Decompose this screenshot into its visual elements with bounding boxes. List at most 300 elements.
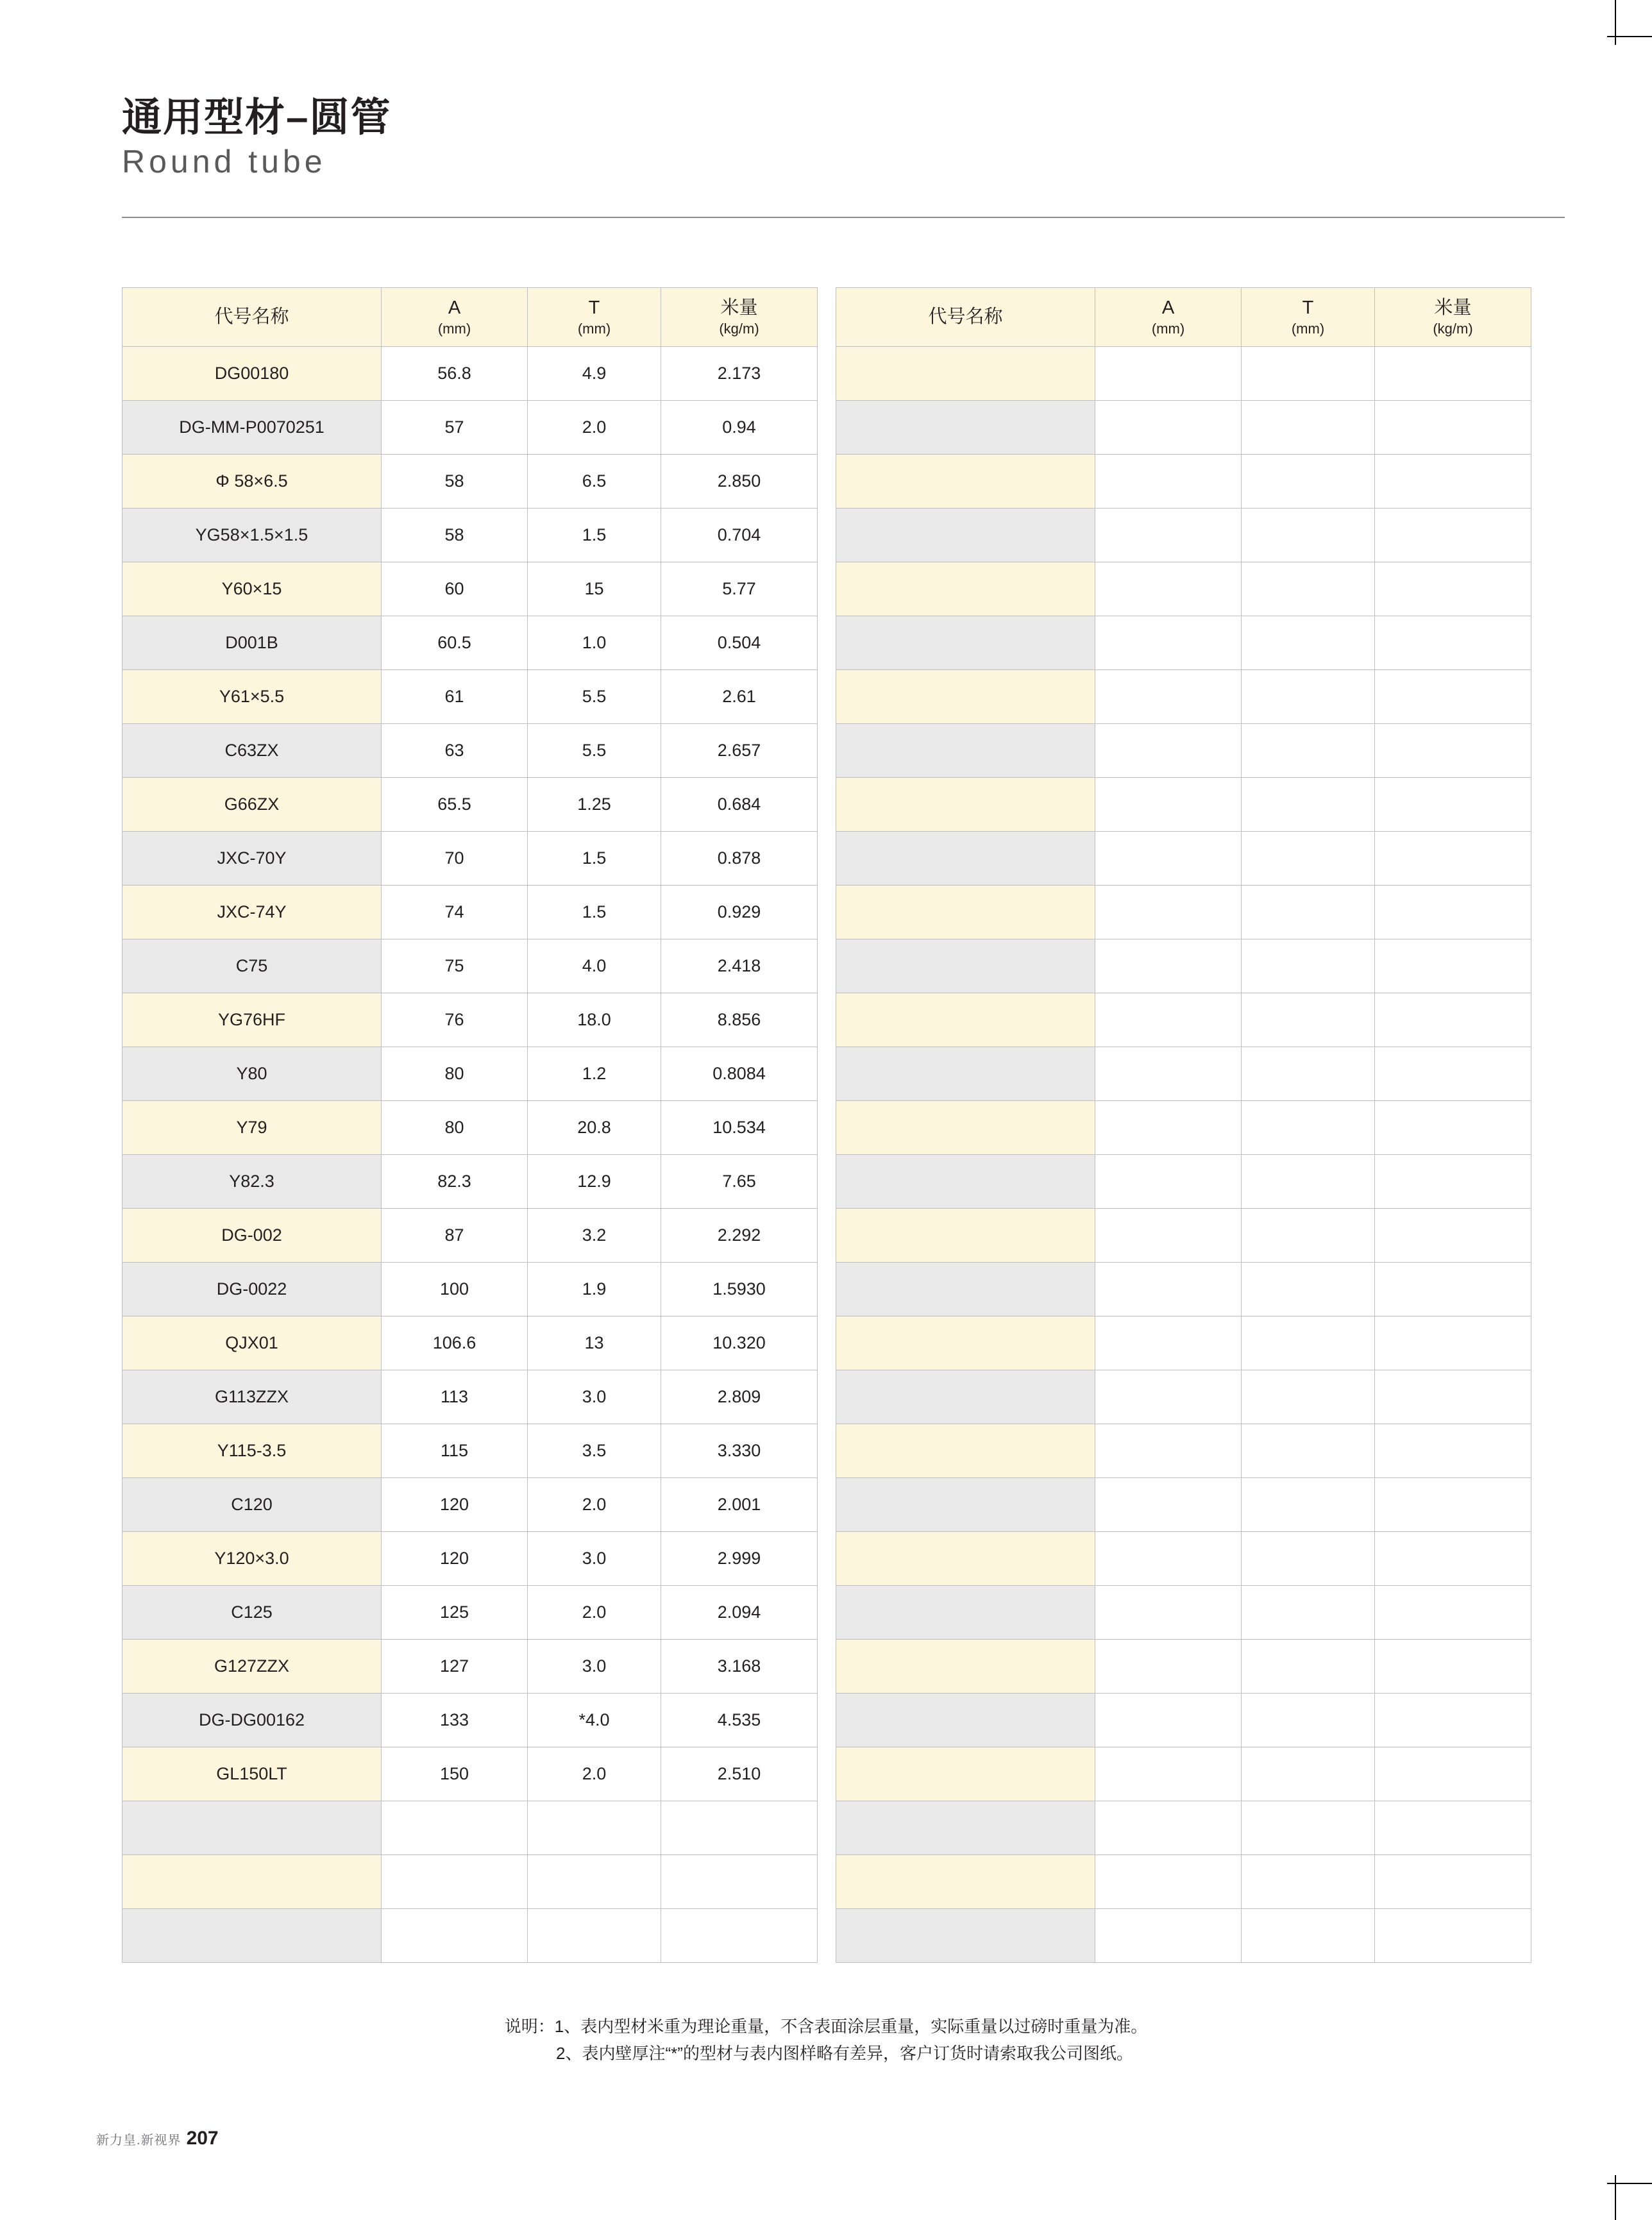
cell-a xyxy=(1095,1801,1242,1855)
column-header-t xyxy=(528,288,661,347)
table-row xyxy=(836,1263,1531,1316)
cell-weight: 2.850 xyxy=(661,455,818,509)
cell-weight xyxy=(1375,1532,1531,1586)
table-row xyxy=(836,509,1531,562)
cell-a xyxy=(1095,1694,1242,1747)
table-row xyxy=(836,778,1531,832)
table-row xyxy=(836,455,1531,509)
cell-name xyxy=(836,1747,1095,1801)
cell-a: 60 xyxy=(382,562,528,616)
cell-a xyxy=(1095,562,1242,616)
cell-a: 76 xyxy=(382,993,528,1047)
column-header-weight-label: 米量 xyxy=(720,298,758,319)
cell-name: DG-002 xyxy=(122,1209,382,1263)
cell-name: Y115-3.5 xyxy=(122,1424,382,1478)
cell-t xyxy=(1242,670,1375,724)
column-header-weight-label: 米量 xyxy=(1434,298,1472,319)
cell-a xyxy=(1095,509,1242,562)
cell-t xyxy=(1242,778,1375,832)
cell-weight xyxy=(1375,347,1531,401)
cell-t: 3.0 xyxy=(528,1640,661,1694)
cell-name: C75 xyxy=(122,939,382,993)
page-subtitle: Round tube xyxy=(122,144,326,180)
cell-a: 133 xyxy=(382,1694,528,1747)
cell-name: G127ZZX xyxy=(122,1640,382,1694)
cell-t xyxy=(1242,724,1375,778)
table-row xyxy=(122,1801,818,1855)
cell-a xyxy=(1095,939,1242,993)
cell-a: 61 xyxy=(382,670,528,724)
cell-a xyxy=(382,1855,528,1909)
page-title: 通用型材–圆管 xyxy=(122,96,392,140)
cell-t xyxy=(1242,347,1375,401)
note-line-2: 2、表内壁厚注“*”的型材与表内图样略有差异，客户订货时请索取我公司图纸。 xyxy=(556,2043,1133,2063)
cell-name xyxy=(836,1316,1095,1370)
column-header-weight xyxy=(661,288,818,347)
crop-mark-top-right-vertical xyxy=(1615,0,1616,45)
cell-a: 63 xyxy=(382,724,528,778)
table-row xyxy=(122,1747,818,1801)
page-header xyxy=(122,96,1565,181)
cell-a xyxy=(1095,1155,1242,1209)
cell-t: 3.0 xyxy=(528,1532,661,1586)
cell-name: DG00180 xyxy=(122,347,382,401)
table-row xyxy=(122,347,818,401)
cell-name: QJX01 xyxy=(122,1316,382,1370)
table-header-row xyxy=(836,288,1531,347)
cell-name xyxy=(836,939,1095,993)
cell-weight xyxy=(1375,1640,1531,1694)
cell-t xyxy=(1242,939,1375,993)
column-header-name xyxy=(122,288,382,347)
cell-weight: 2.61 xyxy=(661,670,818,724)
table-row xyxy=(122,832,818,886)
table-row xyxy=(836,1532,1531,1586)
cell-name xyxy=(836,778,1095,832)
cell-weight xyxy=(661,1909,818,1963)
cell-name xyxy=(836,832,1095,886)
cell-a: 125 xyxy=(382,1586,528,1640)
crop-mark-bottom-right-horizontal xyxy=(1607,2183,1652,2184)
cell-t xyxy=(1242,1316,1375,1370)
cell-t xyxy=(1242,1047,1375,1101)
cell-weight: 7.65 xyxy=(661,1155,818,1209)
cell-a xyxy=(1095,1316,1242,1370)
cell-name: Y61×5.5 xyxy=(122,670,382,724)
cell-weight: 2.999 xyxy=(661,1532,818,1586)
cell-weight xyxy=(1375,1370,1531,1424)
cell-t xyxy=(1242,1424,1375,1478)
column-header-t xyxy=(1242,288,1375,347)
column-header-weight-unit: (kg/m) xyxy=(1433,320,1473,337)
cell-name xyxy=(836,886,1095,939)
cell-t xyxy=(1242,832,1375,886)
cell-weight: 5.77 xyxy=(661,562,818,616)
spec-table-left xyxy=(122,287,818,1963)
column-header-a-unit: (mm) xyxy=(1151,320,1185,337)
cell-weight xyxy=(1375,993,1531,1047)
cell-t: 6.5 xyxy=(528,455,661,509)
cell-t: 3.2 xyxy=(528,1209,661,1263)
table-row xyxy=(122,1101,818,1155)
cell-name xyxy=(836,1047,1095,1101)
cell-t xyxy=(1242,1640,1375,1694)
cell-weight xyxy=(1375,1047,1531,1101)
cell-t: 20.8 xyxy=(528,1101,661,1155)
cell-t: 15 xyxy=(528,562,661,616)
cell-a xyxy=(1095,778,1242,832)
cell-a: 150 xyxy=(382,1747,528,1801)
cell-a xyxy=(382,1801,528,1855)
table-row xyxy=(836,1694,1531,1747)
cell-weight xyxy=(1375,562,1531,616)
crop-mark-bottom-right-vertical xyxy=(1615,2175,1616,2220)
cell-weight xyxy=(1375,509,1531,562)
cell-weight: 3.330 xyxy=(661,1424,818,1478)
table-row xyxy=(836,724,1531,778)
cell-a: 74 xyxy=(382,886,528,939)
table-row xyxy=(122,1209,818,1263)
table-row xyxy=(836,993,1531,1047)
cell-a: 100 xyxy=(382,1263,528,1316)
cell-name xyxy=(836,1155,1095,1209)
column-header-t-unit: (mm) xyxy=(577,320,611,337)
cell-weight xyxy=(1375,1855,1531,1909)
table-row xyxy=(836,939,1531,993)
cell-t: 1.5 xyxy=(528,832,661,886)
cell-weight xyxy=(1375,724,1531,778)
table-row xyxy=(122,1909,818,1963)
cell-name xyxy=(836,1801,1095,1855)
table-row xyxy=(122,993,818,1047)
cell-a xyxy=(1095,347,1242,401)
cell-a xyxy=(1095,401,1242,455)
cell-weight: 4.535 xyxy=(661,1694,818,1747)
cell-t: 1.9 xyxy=(528,1263,661,1316)
cell-t xyxy=(1242,1801,1375,1855)
cell-weight: 0.94 xyxy=(661,401,818,455)
cell-t: 1.2 xyxy=(528,1047,661,1101)
cell-weight: 2.292 xyxy=(661,1209,818,1263)
table-row xyxy=(122,1855,818,1909)
cell-name: C120 xyxy=(122,1478,382,1532)
cell-a xyxy=(1095,832,1242,886)
cell-a xyxy=(1095,1747,1242,1801)
cell-name xyxy=(836,1101,1095,1155)
cell-name xyxy=(836,724,1095,778)
table-row xyxy=(836,347,1531,401)
cell-a xyxy=(1095,1640,1242,1694)
spec-table-right xyxy=(836,287,1531,1963)
column-header-t-label: T xyxy=(1302,298,1314,319)
table-row xyxy=(122,724,818,778)
crop-mark-top-right-horizontal xyxy=(1607,36,1652,37)
table-row xyxy=(122,1155,818,1209)
cell-name xyxy=(122,1801,382,1855)
cell-weight: 0.929 xyxy=(661,886,818,939)
cell-a xyxy=(1095,724,1242,778)
cell-a xyxy=(1095,1370,1242,1424)
cell-t xyxy=(1242,1101,1375,1155)
cell-weight xyxy=(1375,1263,1531,1316)
cell-a: 106.6 xyxy=(382,1316,528,1370)
column-header-a-unit: (mm) xyxy=(437,320,471,337)
column-header-a-label: A xyxy=(448,298,461,319)
cell-a xyxy=(1095,1424,1242,1478)
table-row xyxy=(122,509,818,562)
table-row xyxy=(122,1532,818,1586)
cell-a: 80 xyxy=(382,1047,528,1101)
note-line-1: 说明：1、表内型材米重为理论重量，不含表面涂层重量，实际重量以过磅时重量为准。 xyxy=(504,2017,1148,2036)
table-row xyxy=(122,939,818,993)
cell-a xyxy=(1095,1101,1242,1155)
cell-t xyxy=(528,1801,661,1855)
page-footer xyxy=(96,2128,219,2149)
cell-weight: 10.320 xyxy=(661,1316,818,1370)
cell-a xyxy=(1095,1478,1242,1532)
table-row xyxy=(836,1155,1531,1209)
cell-a xyxy=(1095,886,1242,939)
table-row xyxy=(836,1316,1531,1370)
table-row xyxy=(836,1640,1531,1694)
cell-a xyxy=(1095,1263,1242,1316)
column-header-name xyxy=(836,288,1095,347)
column-header-a xyxy=(382,288,528,347)
cell-a: 60.5 xyxy=(382,616,528,670)
cell-weight xyxy=(1375,1101,1531,1155)
cell-a xyxy=(1095,670,1242,724)
cell-t: *4.0 xyxy=(528,1694,661,1747)
cell-t xyxy=(1242,401,1375,455)
cell-t xyxy=(1242,1263,1375,1316)
cell-t xyxy=(1242,455,1375,509)
cell-a: 82.3 xyxy=(382,1155,528,1209)
cell-name: Y120×3.0 xyxy=(122,1532,382,1586)
table-row xyxy=(836,1855,1531,1909)
spec-tables xyxy=(122,287,1530,1963)
table-row xyxy=(836,1209,1531,1263)
cell-a xyxy=(1095,616,1242,670)
cell-name xyxy=(836,347,1095,401)
table-row xyxy=(122,1586,818,1640)
table-row xyxy=(836,1047,1531,1101)
table-row xyxy=(122,670,818,724)
table-row xyxy=(836,1424,1531,1478)
cell-name xyxy=(836,1263,1095,1316)
cell-weight xyxy=(1375,455,1531,509)
cell-name xyxy=(122,1855,382,1909)
cell-name xyxy=(836,1640,1095,1694)
table-row xyxy=(122,1263,818,1316)
table-row xyxy=(836,1801,1531,1855)
table-row xyxy=(122,886,818,939)
cell-name: YG76HF xyxy=(122,993,382,1047)
cell-a: 58 xyxy=(382,455,528,509)
cell-weight xyxy=(661,1855,818,1909)
cell-name: JXC-70Y xyxy=(122,832,382,886)
cell-name xyxy=(836,1694,1095,1747)
cell-name xyxy=(836,562,1095,616)
cell-weight xyxy=(1375,1209,1531,1263)
cell-a: 127 xyxy=(382,1640,528,1694)
notes-block xyxy=(122,2014,1530,2067)
cell-weight xyxy=(1375,401,1531,455)
cell-name xyxy=(836,1370,1095,1424)
table-row xyxy=(122,1424,818,1478)
cell-weight: 3.168 xyxy=(661,1640,818,1694)
cell-t xyxy=(1242,1909,1375,1963)
table-row xyxy=(836,1101,1531,1155)
table-row xyxy=(122,455,818,509)
cell-weight xyxy=(1375,1478,1531,1532)
cell-name: Y80 xyxy=(122,1047,382,1101)
cell-name xyxy=(836,1855,1095,1909)
cell-t xyxy=(1242,1855,1375,1909)
table-row xyxy=(836,616,1531,670)
cell-t xyxy=(528,1855,661,1909)
cell-weight: 2.094 xyxy=(661,1586,818,1640)
table-row xyxy=(836,832,1531,886)
cell-name xyxy=(836,1586,1095,1640)
cell-weight xyxy=(1375,1586,1531,1640)
cell-t xyxy=(1242,1586,1375,1640)
cell-name xyxy=(836,670,1095,724)
cell-weight: 2.001 xyxy=(661,1478,818,1532)
cell-a: 115 xyxy=(382,1424,528,1478)
cell-name xyxy=(836,401,1095,455)
table-row xyxy=(836,1747,1531,1801)
cell-a xyxy=(1095,1532,1242,1586)
page-number: 207 xyxy=(186,2128,219,2149)
cell-t: 1.25 xyxy=(528,778,661,832)
table-row xyxy=(836,562,1531,616)
table-row xyxy=(122,401,818,455)
cell-a: 70 xyxy=(382,832,528,886)
cell-t: 2.0 xyxy=(528,401,661,455)
cell-weight xyxy=(661,1801,818,1855)
table-row xyxy=(122,616,818,670)
cell-name: C63ZX xyxy=(122,724,382,778)
cell-name: G66ZX xyxy=(122,778,382,832)
cell-t xyxy=(1242,616,1375,670)
column-header-name-label: 代号名称 xyxy=(928,306,1003,327)
cell-t xyxy=(1242,1209,1375,1263)
column-header-t-label: T xyxy=(588,298,600,319)
cell-name: Y60×15 xyxy=(122,562,382,616)
cell-weight xyxy=(1375,670,1531,724)
cell-weight xyxy=(1375,886,1531,939)
cell-weight xyxy=(1375,616,1531,670)
cell-name: DG-0022 xyxy=(122,1263,382,1316)
column-header-t-unit: (mm) xyxy=(1291,320,1325,337)
table-row xyxy=(122,1478,818,1532)
cell-weight: 2.657 xyxy=(661,724,818,778)
cell-a: 113 xyxy=(382,1370,528,1424)
table-row xyxy=(836,886,1531,939)
cell-a: 57 xyxy=(382,401,528,455)
cell-name: DG-DG00162 xyxy=(122,1694,382,1747)
cell-weight xyxy=(1375,1801,1531,1855)
cell-name: GL150LT xyxy=(122,1747,382,1801)
cell-weight: 0.704 xyxy=(661,509,818,562)
cell-weight: 0.878 xyxy=(661,832,818,886)
cell-t xyxy=(1242,1747,1375,1801)
cell-t xyxy=(1242,1532,1375,1586)
table-row xyxy=(122,778,818,832)
cell-name xyxy=(836,1478,1095,1532)
cell-t: 3.0 xyxy=(528,1370,661,1424)
table-header-row xyxy=(122,288,818,347)
column-header-a xyxy=(1095,288,1242,347)
cell-a: 80 xyxy=(382,1101,528,1155)
cell-name: DG-MM-P0070251 xyxy=(122,401,382,455)
cell-weight xyxy=(1375,1424,1531,1478)
cell-name xyxy=(836,993,1095,1047)
cell-t: 4.9 xyxy=(528,347,661,401)
cell-t xyxy=(1242,1370,1375,1424)
cell-t: 5.5 xyxy=(528,724,661,778)
cell-weight xyxy=(1375,778,1531,832)
cell-a xyxy=(1095,1855,1242,1909)
table-row xyxy=(122,562,818,616)
table-row xyxy=(122,1694,818,1747)
cell-t: 2.0 xyxy=(528,1747,661,1801)
table-row xyxy=(836,1586,1531,1640)
table-row xyxy=(122,1047,818,1101)
cell-weight: 2.809 xyxy=(661,1370,818,1424)
table-row xyxy=(836,401,1531,455)
cell-a xyxy=(1095,993,1242,1047)
cell-a: 75 xyxy=(382,939,528,993)
cell-t xyxy=(1242,562,1375,616)
cell-t xyxy=(1242,1155,1375,1209)
cell-a xyxy=(382,1909,528,1963)
cell-name: JXC-74Y xyxy=(122,886,382,939)
cell-t: 5.5 xyxy=(528,670,661,724)
column-header-a-label: A xyxy=(1161,298,1175,319)
footer-brand: 新力皇.新视界 xyxy=(96,2133,181,2148)
column-header-weight xyxy=(1375,288,1531,347)
cell-name: D001B xyxy=(122,616,382,670)
cell-a xyxy=(1095,1909,1242,1963)
cell-t: 1.5 xyxy=(528,886,661,939)
cell-weight xyxy=(1375,1909,1531,1963)
cell-weight: 0.684 xyxy=(661,778,818,832)
cell-name xyxy=(122,1909,382,1963)
cell-a xyxy=(1095,1047,1242,1101)
cell-a: 65.5 xyxy=(382,778,528,832)
table-row xyxy=(122,1316,818,1370)
cell-t: 1.0 xyxy=(528,616,661,670)
cell-name xyxy=(836,1532,1095,1586)
cell-t: 13 xyxy=(528,1316,661,1370)
cell-t xyxy=(1242,1478,1375,1532)
cell-a: 120 xyxy=(382,1478,528,1532)
cell-weight: 2.510 xyxy=(661,1747,818,1801)
cell-t xyxy=(1242,509,1375,562)
cell-weight xyxy=(1375,939,1531,993)
cell-t: 1.5 xyxy=(528,509,661,562)
cell-weight: 2.173 xyxy=(661,347,818,401)
cell-weight: 1.5930 xyxy=(661,1263,818,1316)
cell-t: 2.0 xyxy=(528,1478,661,1532)
cell-name xyxy=(836,509,1095,562)
cell-t xyxy=(528,1909,661,1963)
cell-name xyxy=(836,455,1095,509)
cell-weight xyxy=(1375,1155,1531,1209)
table-row xyxy=(836,1370,1531,1424)
cell-t xyxy=(1242,1694,1375,1747)
